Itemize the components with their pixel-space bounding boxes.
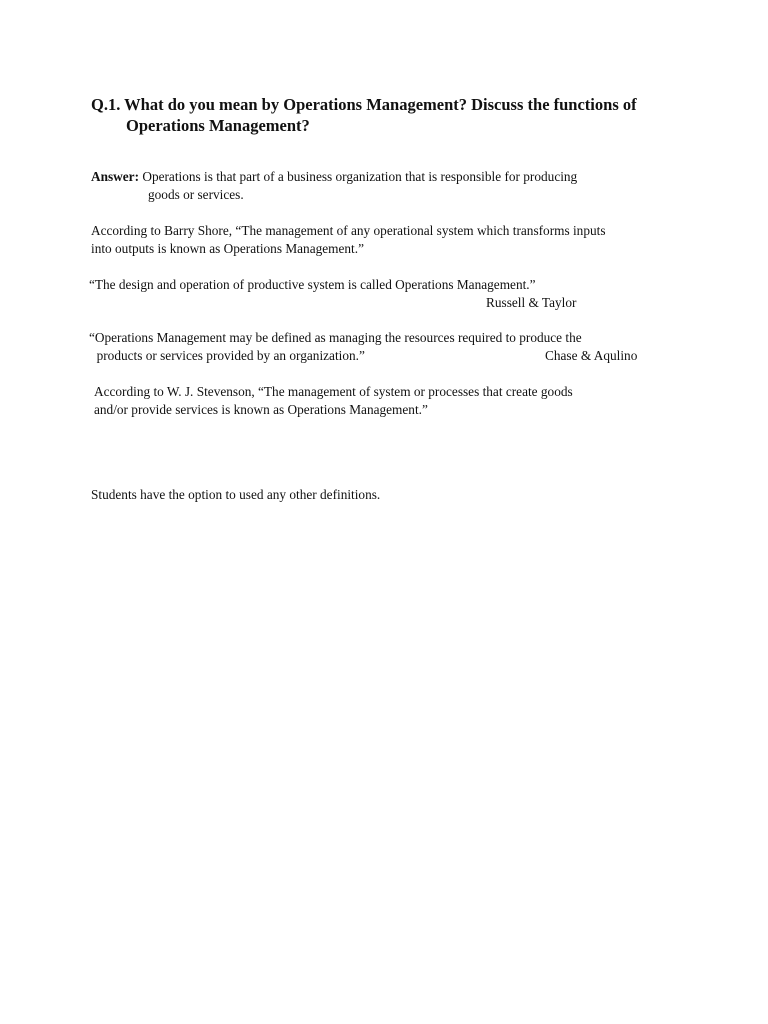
shore-line-2: into outputs is known as Operations Management.” bbox=[91, 242, 364, 257]
question-heading bbox=[91, 94, 711, 136]
question-line-1: Q.1. What do you mean by Operations Management? Discuss the functions of bbox=[91, 95, 637, 114]
stevenson-line-1: According to W. J. Stevenson, “The management of system or processes that create goods bbox=[94, 385, 573, 400]
answer-line-2: goods or services. bbox=[148, 188, 244, 203]
chase-attribution: Chase & Aqulino bbox=[545, 349, 638, 364]
closing-note: Students have the option to used any other definitions. bbox=[91, 488, 381, 503]
answer-paragraph bbox=[91, 169, 577, 205]
chase-line-2: products or services provided by an organization.” bbox=[96, 349, 365, 364]
russell-definition bbox=[89, 277, 536, 295]
shore-line-1: According to Barry Shore, “The management of any operational system which transforms inputs bbox=[91, 224, 606, 239]
russell-line-1: “The design and operation of productive system is called Operations Management.” bbox=[89, 278, 536, 293]
stevenson-definition bbox=[94, 384, 573, 420]
answer-line-1: Operations is that part of a business organization that is responsible for producing bbox=[142, 170, 578, 185]
russell-attribution: Russell & Taylor bbox=[486, 296, 577, 311]
answer-label: Answer: bbox=[91, 170, 140, 185]
chase-line-1: “Operations Management may be defined as managing the resources required to produce the bbox=[89, 331, 582, 346]
stevenson-line-2: and/or provide services is known as Operations Management.” bbox=[94, 403, 428, 418]
chase-definition bbox=[89, 330, 582, 366]
shore-definition bbox=[91, 223, 605, 259]
question-line-2: Operations Management? bbox=[126, 116, 310, 135]
